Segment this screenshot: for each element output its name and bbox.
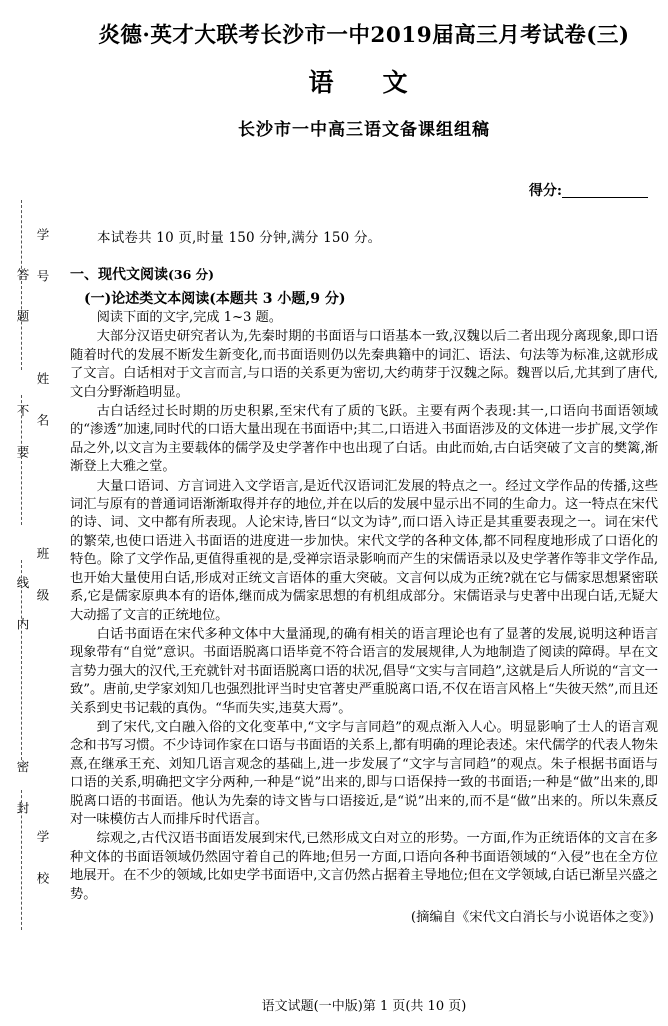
section-heading-text: 一、现代文阅读 bbox=[70, 267, 168, 283]
class-label: 班 级 bbox=[35, 547, 50, 608]
exam-note: 本试卷共 10 页,时量 150 分钟,满分 150 分。 bbox=[97, 230, 382, 246]
passage-paragraph: 古白话经过长时期的历史积累,至宋代有了质的飞跃。主要有两个表现:其一,口语向书面语领域的“渗透”加速,同时代的口语大量出现在书面语中;其二,口语进入书面语涉及的文体进一步扩展,文学作品之外,以文言为主要载体的儒学及史学著作中也出现了白话。由此而始,古白话突破了文言的樊篱,渐渐登上大雅之堂。 bbox=[70, 404, 658, 475]
student-id-label: 学 号 bbox=[35, 228, 50, 289]
subsection-heading: (一)论述类文本阅读(本题共 3 小题,9 分) bbox=[84, 291, 346, 307]
page-footer: 语文试题(一中版)第 1 页(共 10 页) bbox=[261, 999, 467, 1014]
seal-text-mifeng: 密 封 bbox=[15, 760, 30, 821]
exam-title: 炎德·英才大联考长沙市一中2019届高三月考试卷(三) bbox=[98, 23, 630, 48]
section-heading bbox=[70, 264, 658, 284]
passage-paragraph: 大量口语词、方言词进入文学语言,是近代汉语词汇发展的特点之一。经过文学作品的传播,这些词汇与原有的普通词语渐渐取得并存的地位,并在以后的发展中显示出不同的生命力。这一特点在宋代的诗、词、文中都有所表现。人论宋诗,皆曰“以文为诗”,而口语入诗正是其重要表现之一。词在宋代的繁荣,也使口语进入书面语的进度进一步加快。宋代文学的各种文体,都不同程度地形成了口语化的特色。除了文学作品,更值得重视的是,受禅宗语录影响而产生的宋儒语录以及史学著作等非文学作品,也开始大量使用白话,形成对正统文言语体的重大突破。文言何以成为正统?就在它与儒家思想紧密联系,它是儒家原典本有的语体,继而成为儒家思想的有机组成部分。宋儒语录与史著中出现白话,无疑大大动摇了文言的正统地位。 bbox=[70, 478, 658, 623]
subject-title: 语 文 bbox=[308, 68, 420, 97]
score-label: 得分: bbox=[528, 183, 562, 199]
organization-line: 长沙市一中高三语文备课组组稿 bbox=[238, 120, 490, 140]
seal-text-buyao: 不 要 bbox=[15, 404, 30, 465]
passage-paragraph: 白话书面语在宋代多种文体中大量涌现,的确有相关的语言理论也有了显著的发展,说明这种语言现象带有“自觉”意识。书面语脱离口语毕竟不符合语言的发展规律,人为地制造了阅读的障碍。早在文言势力强大的汉代,王充就针对书面语脱离口语的状况,倡导“文实与言同趋”,这就是后人所说的“言文一致”。唐前,史学家刘知几也强烈批评当时史官著史严重脱离口语,不仅在语言风格上“失彼天然”,而且还关系到史书记载的真伪。“华而失实,违莫大焉”。 bbox=[70, 626, 658, 716]
seal-text-dati: 答 题 bbox=[15, 268, 30, 329]
left-margin-strip bbox=[0, 0, 62, 1026]
passage-source: (摘编自《宋代文白消长与小说语体之变》) bbox=[410, 910, 654, 925]
score-blank bbox=[562, 183, 648, 198]
passage-paragraph: 综观之,古代汉语书面语发展到宋代,已然形成文白对立的形势。一方面,作为正统语体的文言在多种文体的书面语领域仍然固守着自己的阵地;但另一方面,口语向各种书面语领域的“入侵”也在全方位地展开。在不少的领域,比如史学书面语中,文言仍然占据着主导地位;但在文学领域,白话已渐呈兴盛之势。 bbox=[70, 831, 658, 902]
seal-text-xianne: 线 内 bbox=[15, 576, 30, 637]
passage-paragraph: 到了宋代,文白融入俗的文化变革中,“文字与言同趋”的观点渐入人心。明显影响了士人的语言观念和书写习惯。不少诗词作家在口语与书面语的关系上,都有明确的理论表述。宋代儒学的代表人物朱熹,在继承王充、刘知几语言观念的基础上,进一步发展了“文字与言同趋”的观点。朱子根据书面语与口语的关系,明确把文字分两种,一种是“说”出来的,即与口语保持一致的书面语;一种是“做”出来的,即脱离口语的书面语。他认为先秦的诗文皆与口语接近,是“说”出来的,而不是“做”出来的。所以朱熹反对一味模仿古人而排斥时代语言。 bbox=[70, 719, 658, 827]
school-label: 学 校 bbox=[35, 830, 50, 891]
score-field bbox=[70, 180, 658, 200]
instruction-line: 阅读下面的文字,完成 1~3 题。 bbox=[96, 310, 282, 325]
paper-content bbox=[70, 0, 658, 1026]
section-heading-score: (36 分) bbox=[168, 267, 215, 282]
student-name-label: 姓 名 bbox=[35, 372, 50, 433]
passage-paragraph: 大部分汉语史研究者认为,先秦时期的书面语与口语基本一致,汉魏以后二者出现分离现象,即口语随着时代的发展不断发生新变化,而书面语则仍以先秦典籍中的词汇、语法、句法等为标准,这就形成了文言。白话相对于文言而言,与口语的关系更为密切,大约萌芽于汉魏之际。魏晋以后,尤其到了唐代,文白分野渐趋明显。 bbox=[70, 329, 658, 400]
